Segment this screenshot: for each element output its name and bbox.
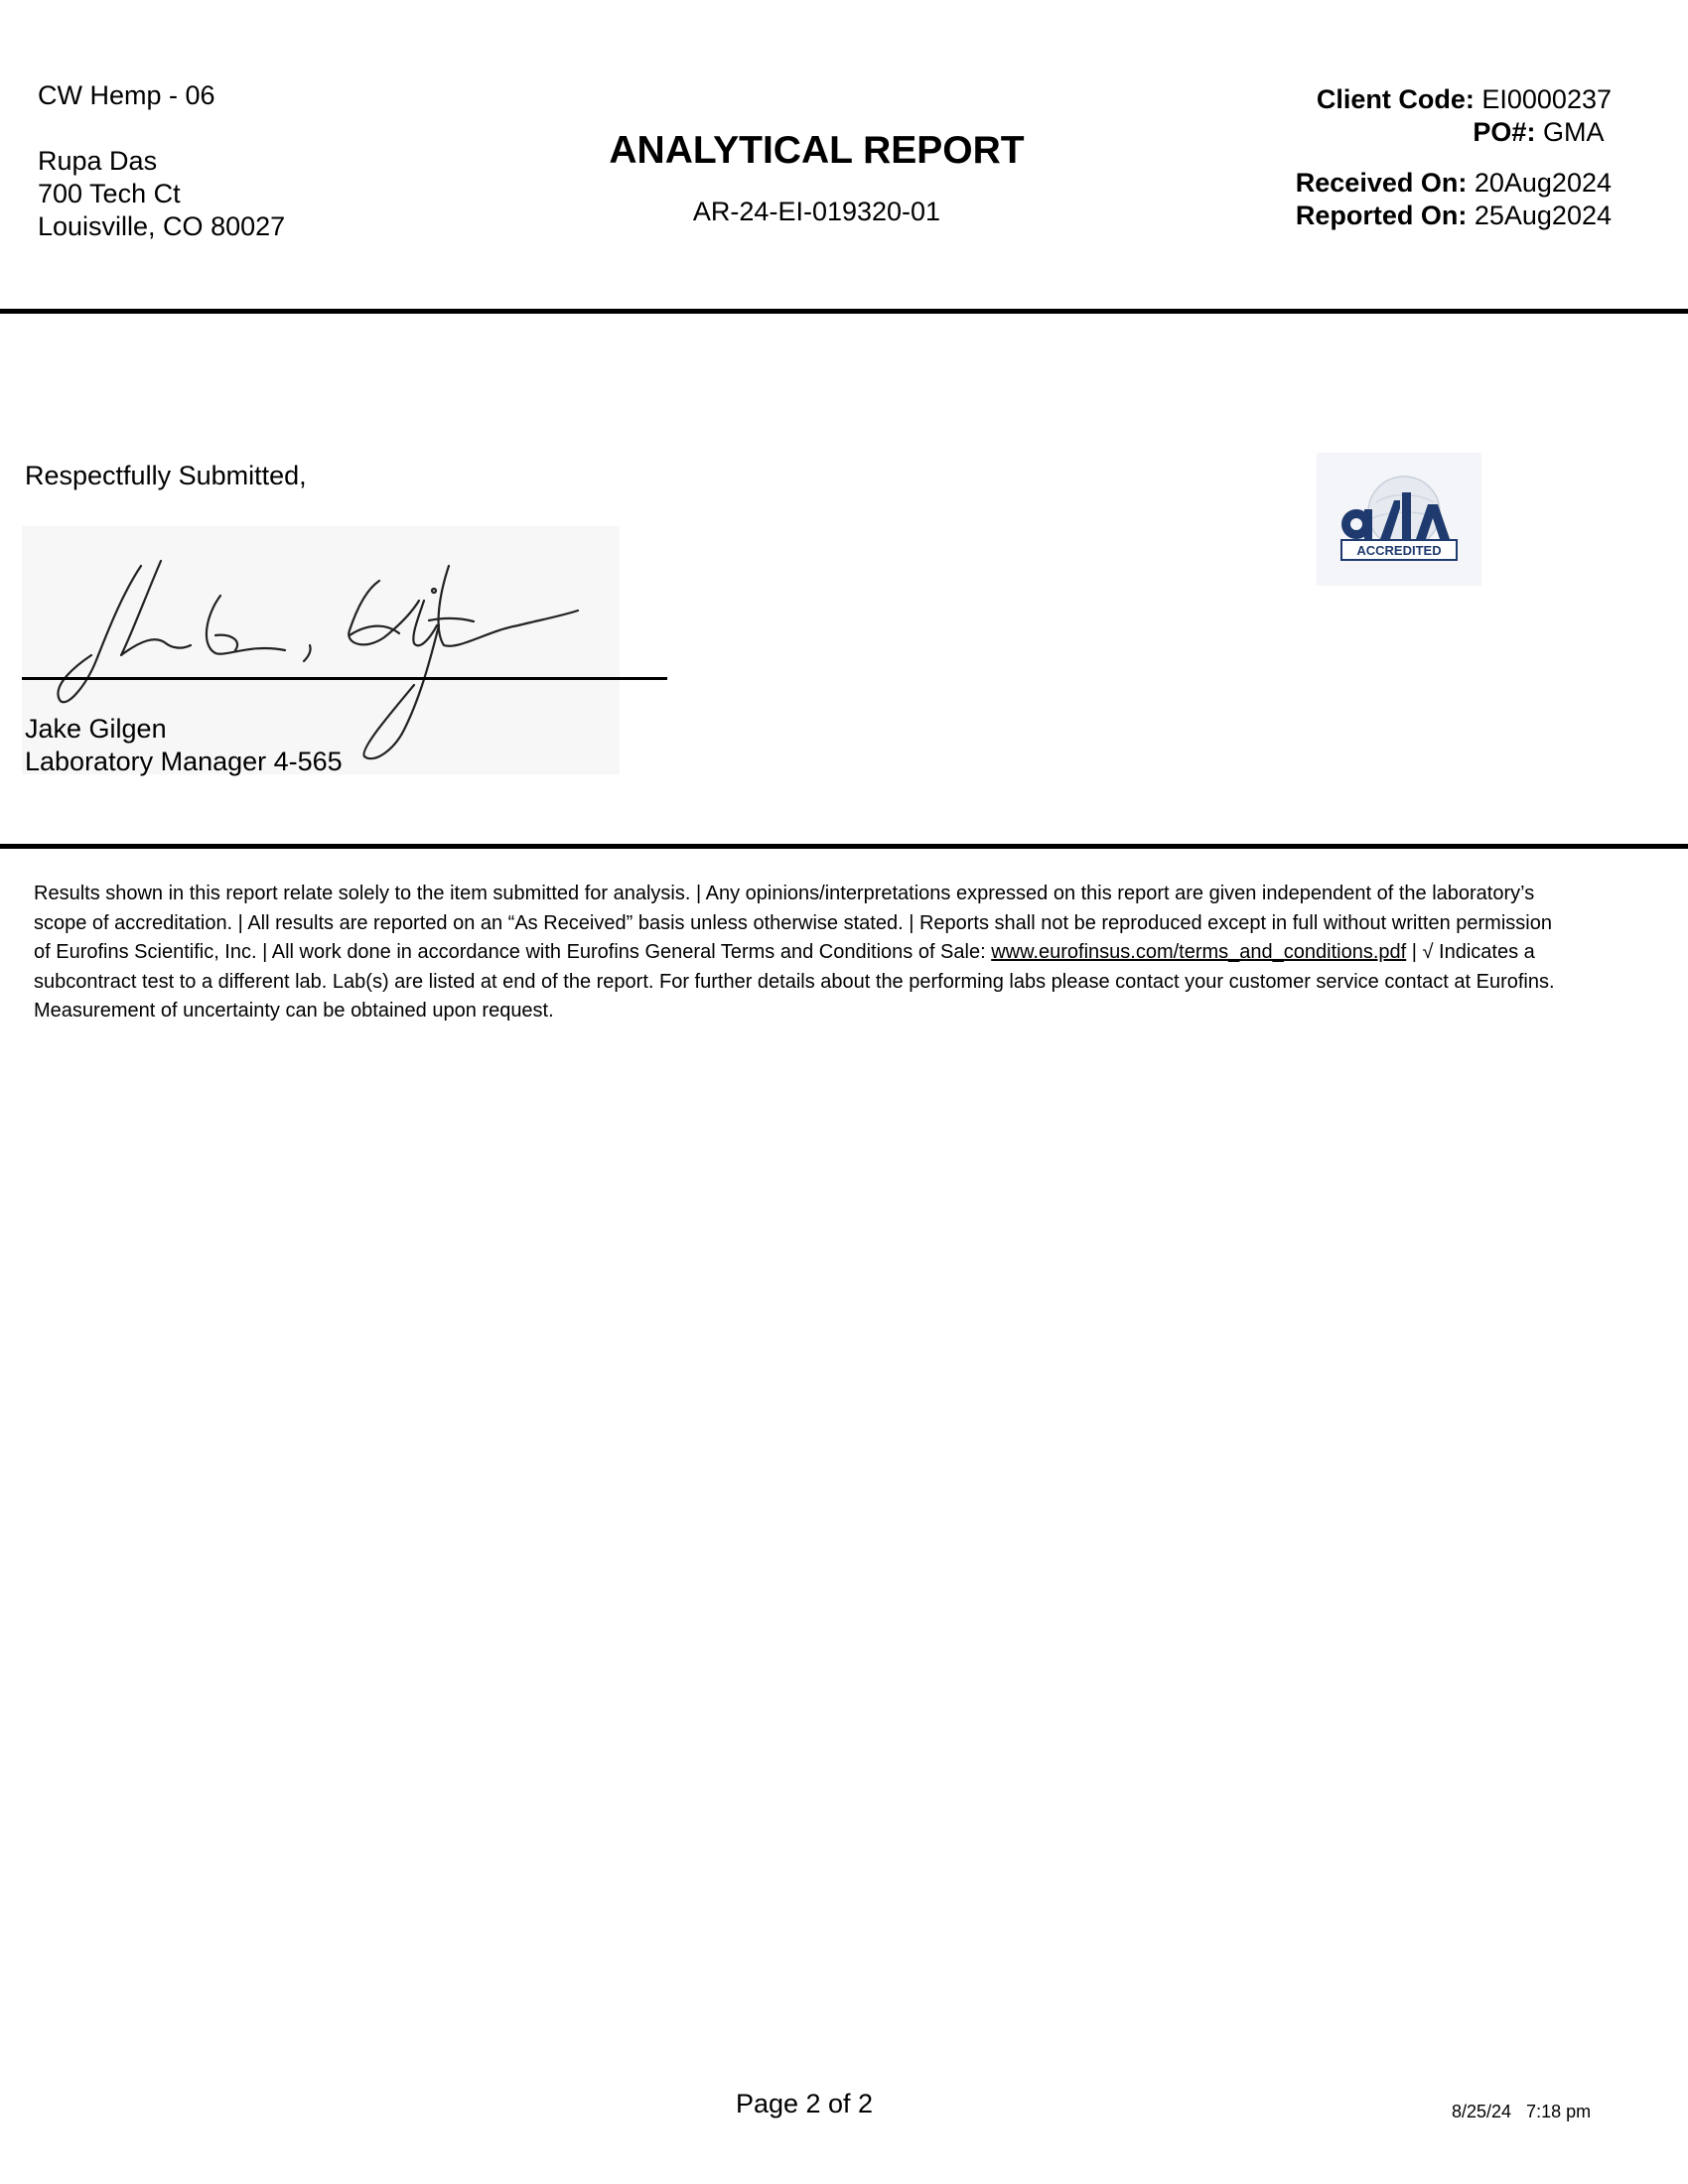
received-row <box>1296 167 1612 200</box>
report-id: AR-24-EI-019320-01 <box>692 197 941 226</box>
signature-divider <box>0 844 1688 849</box>
client-code-value: EI0000237 <box>1481 84 1612 114</box>
client-code-label: Client Code: <box>1316 84 1475 114</box>
header-divider <box>0 309 1688 314</box>
reported-value: 25Aug2024 <box>1474 201 1612 230</box>
terms-link[interactable]: www.eurofinsus.com/terms_and_conditions.pdf <box>991 941 1407 963</box>
reported-row <box>1296 200 1612 232</box>
client-code-row <box>1296 83 1612 116</box>
disclaimer-part-2: | √ Indicates a subcontract test to a different lab. Lab(s) are listed at end of the report. For further details about the performing labs please contact your customer service contact at Eurofins. Measurement of uncertainty can be obtained upon request. <box>34 941 1555 1022</box>
submitted-text: Respectfully Submitted, <box>25 461 307 490</box>
po-label: PO#: <box>1473 117 1536 147</box>
client-contact: Rupa Das <box>38 146 158 176</box>
a2la-accredited-logo <box>1317 453 1481 586</box>
accredited-text: ACCREDITED <box>1356 543 1442 558</box>
signer-name: Jake Gilgen <box>25 714 167 744</box>
report-meta <box>1296 83 1612 232</box>
disclaimer-part-1: Results shown in this report relate solely to the item submitted for analysis. | Any opinions/interpretations expressed on this report are given independent of the laboratory’s scope of accreditation. | All results are reported on an “As Received” basis unless otherwise stated. | Reports shall not be reproduced except in full without written permission of Eurofins Scientific, Inc. | All work done in accordance with Eurofins General Terms and Conditions of Sale: <box>34 883 1552 963</box>
received-value: 20Aug2024 <box>1474 168 1612 198</box>
report-title: ANALYTICAL REPORT <box>609 129 1025 172</box>
po-row <box>1296 116 1612 149</box>
accreditation-logo-graphic <box>1317 453 1481 586</box>
received-label: Received On: <box>1295 168 1468 198</box>
po-value: GMA <box>1542 117 1605 147</box>
page-number: Page 2 of 2 <box>735 2089 874 2118</box>
print-timestamp: 8/25/24 7:18 pm <box>1452 2102 1592 2121</box>
disclaimer-text <box>34 880 1563 1026</box>
signature-line <box>22 677 667 680</box>
client-street: 700 Tech Ct <box>38 179 181 208</box>
client-company: CW Hemp - 06 <box>38 80 215 110</box>
signer-title: Laboratory Manager 4-565 <box>25 747 343 776</box>
reported-label: Reported On: <box>1295 201 1468 230</box>
client-city: Louisville, CO 80027 <box>38 211 286 241</box>
signer-block <box>25 713 343 778</box>
